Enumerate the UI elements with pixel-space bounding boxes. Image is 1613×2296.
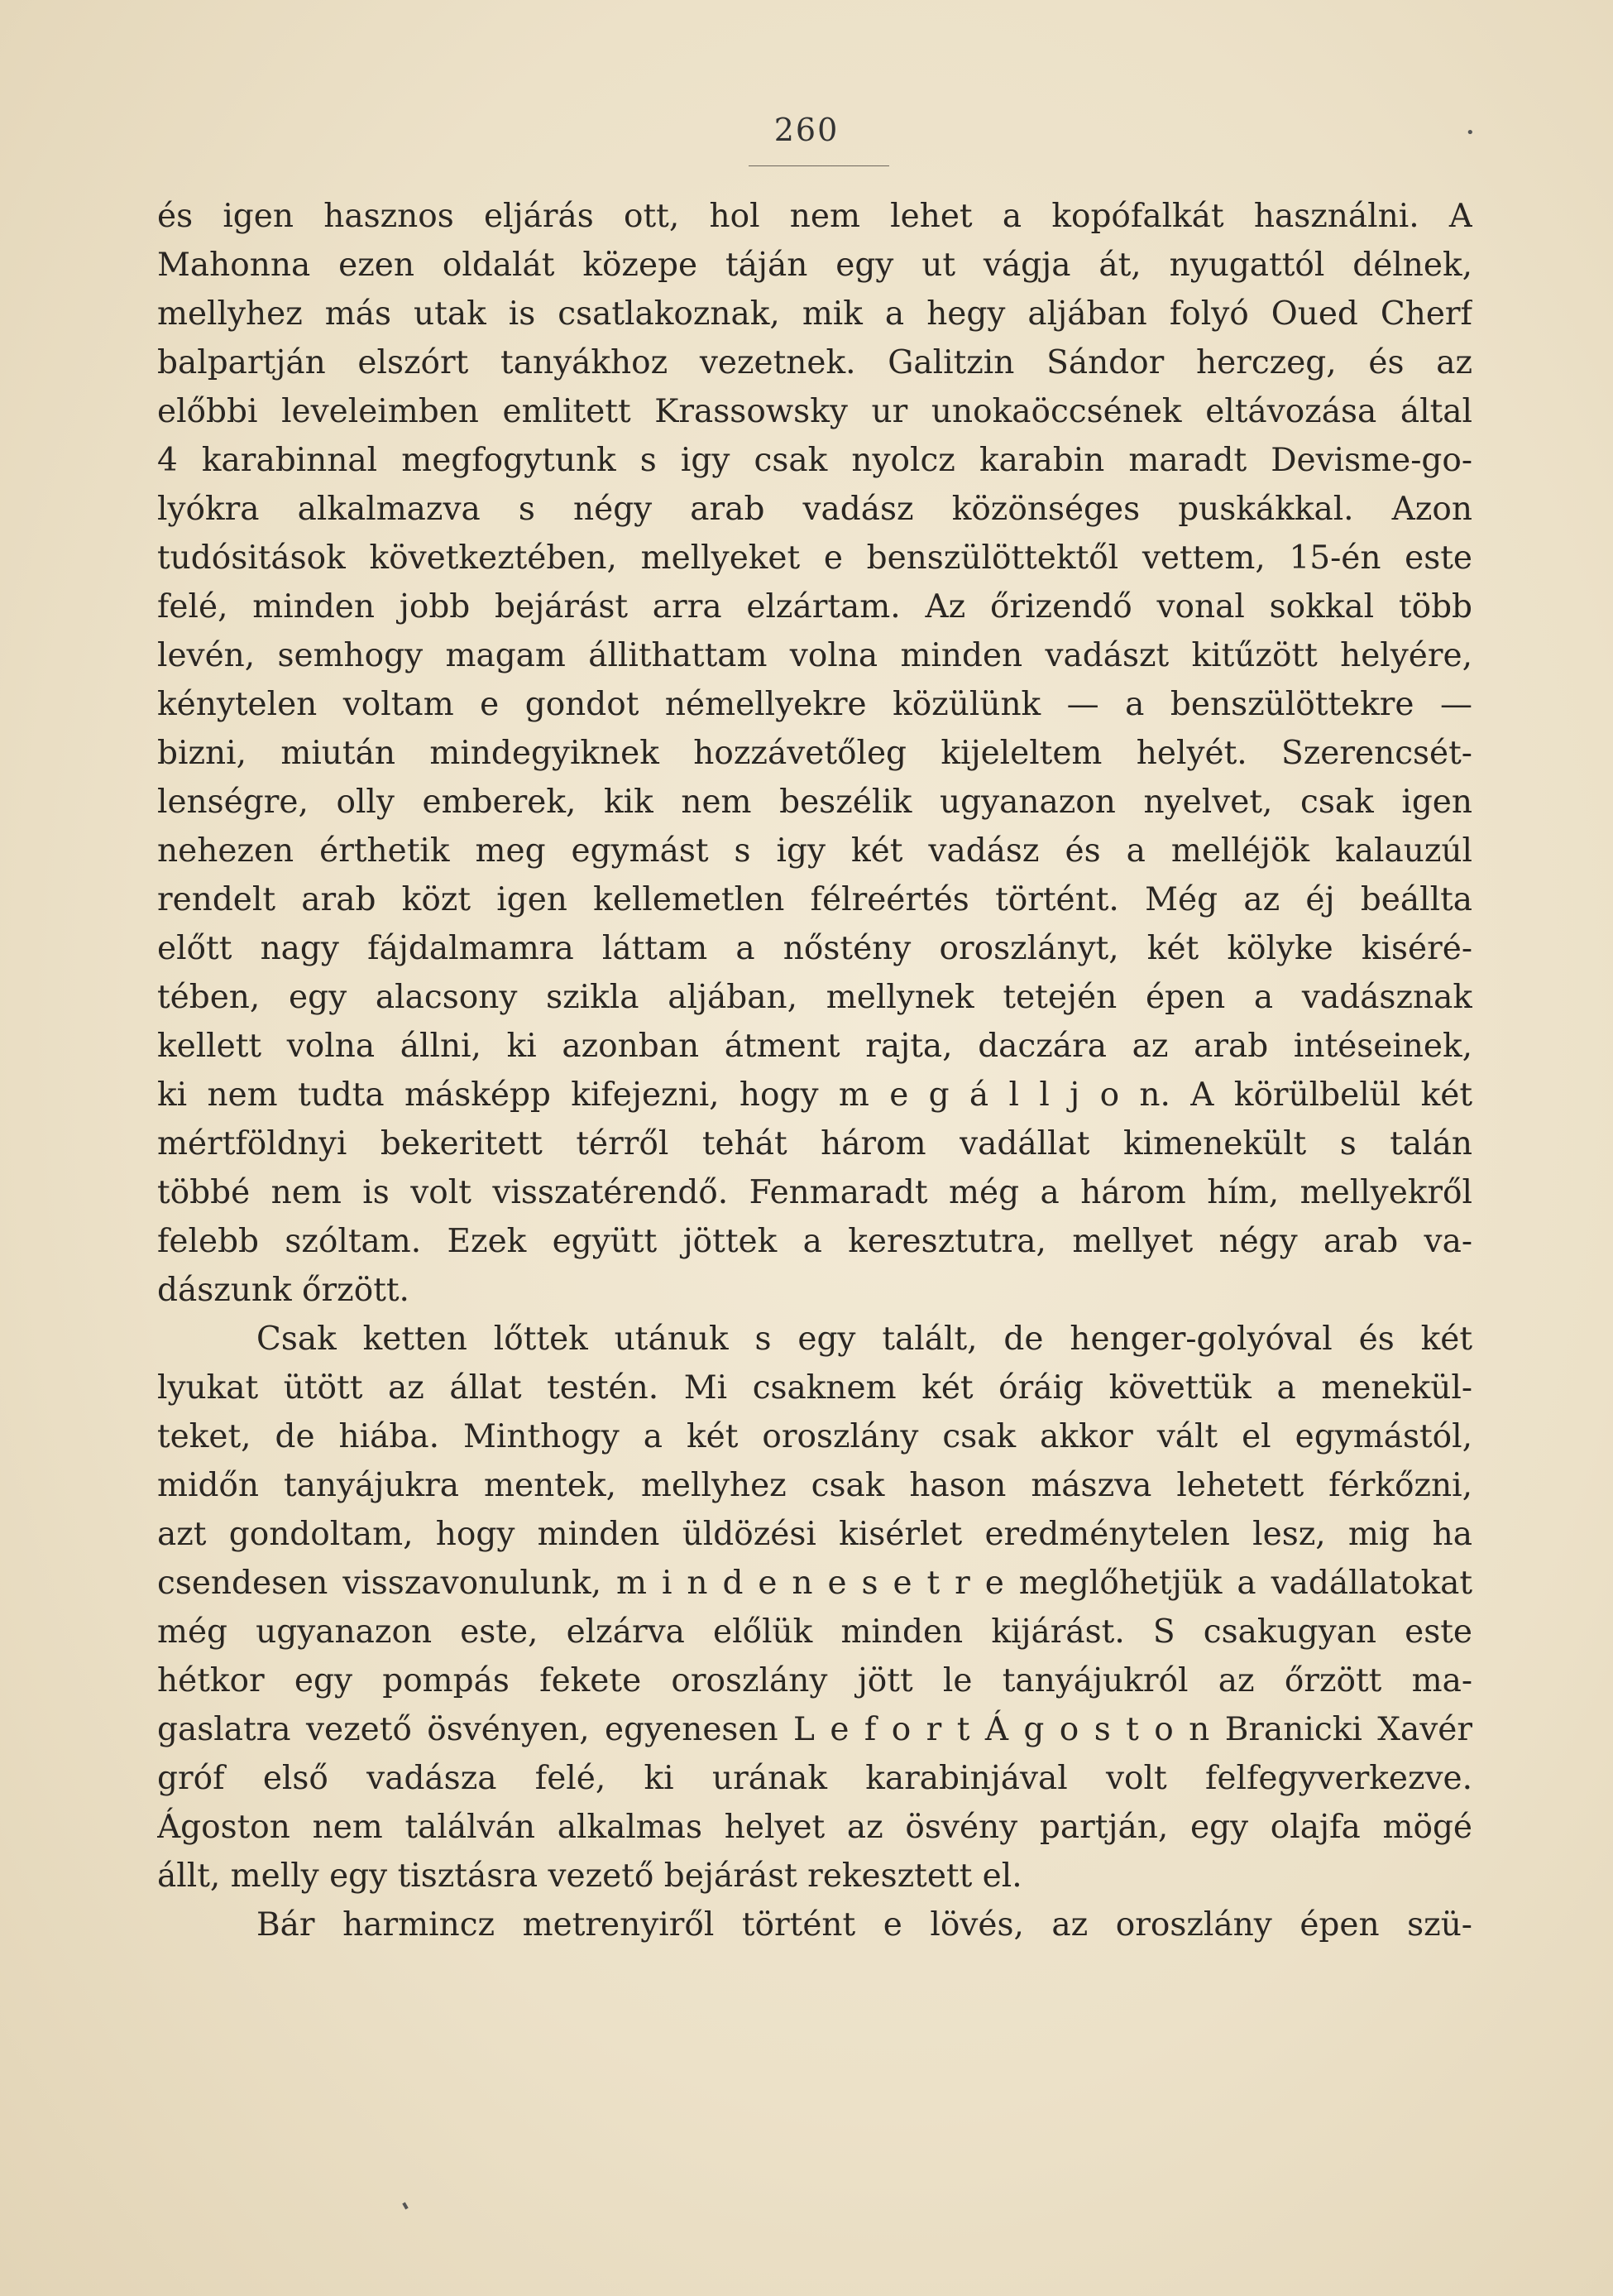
text-line: lyukat ütött az állat testén. Mi csaknem két óráig követtük a menekül- — [157, 1369, 1472, 1407]
text-line: dászunk őrzött. — [157, 1272, 409, 1309]
text-line: ki nem tudta másképp kifejezni, hogy m e g á l l j o n. A körülbelül két — [157, 1076, 1472, 1114]
text-line: Csak ketten lőttek utánuk s egy talált, de henger-golyóval és két — [256, 1321, 1472, 1358]
text-line: gróf első vadásza felé, ki urának karabinjával volt felfegyverkezve. — [157, 1760, 1472, 1797]
corner-mark: • — [1466, 124, 1475, 141]
text-line: előbbi leveleimben emlitett Krassowsky ur unokaöccsének eltávozása által — [157, 393, 1472, 430]
text-line: felé, minden jobb bejárást arra elzártam. Az őrizendő vonal sokkal több — [157, 588, 1472, 626]
text-line: állt, melly egy tisztásra vezető bejárást rekesztett el. — [157, 1857, 1022, 1895]
text-line: gaslatra vezető ösvényen, egyenesen L e f o r t Á g o s t o n Branicki Xavér — [157, 1711, 1472, 1748]
text-line: bizni, miután mindegyiknek hozzávetőleg kijeleltem helyét. Szerencsét- — [157, 735, 1472, 772]
text-line: még ugyanazon este, elzárva előlük minden kijárást. S csakugyan este — [157, 1613, 1472, 1651]
text-line: levén, semhogy magam állithattam volna minden vadászt kitűzött helyére, — [157, 637, 1472, 674]
text-line: és igen hasznos eljárás ott, hol nem lehet a kopófalkát használni. A — [157, 198, 1472, 235]
text-line: tében, egy alacsony szikla aljában, mellynek tetején épen a vadásznak — [157, 979, 1472, 1016]
text-line: mellyhez más utak is csatlakoznak, mik a hegy aljában folyó Oued Cherf — [157, 295, 1472, 333]
header-rule — [749, 165, 889, 166]
text-line: előtt nagy fájdalmamra láttam a nőstény oroszlányt, két kölyke kiséré- — [157, 930, 1472, 967]
text-line: 4 karabinnal megfogytunk s igy csak nyolcz karabin maradt Devisme-go- — [157, 442, 1472, 479]
text-line: hétkor egy pompás fekete oroszlány jött le tanyájukról az őrzött ma- — [157, 1662, 1472, 1699]
text-line: balpartján elszórt tanyákhoz vezetnek. Galitzin Sándor herczeg, és az — [157, 344, 1472, 381]
text-line: Ágoston nem találván alkalmas helyet az ösvény partján, egy olajfa mögé — [157, 1809, 1472, 1846]
ink-speck — [402, 2203, 408, 2210]
text-line: teket, de hiába. Minthogy a két oroszlány csak akkor vált el egymástól, — [157, 1418, 1472, 1455]
text-line: rendelt arab közt igen kellemetlen félreértés történt. Még az éj beállta — [157, 881, 1472, 918]
text-line: többé nem is volt visszatérendő. Fenmaradt még a három hím, mellyekről — [157, 1174, 1472, 1211]
text-line: Mahonna ezen oldalát közepe táján egy ut vágja át, nyugattól délnek, — [157, 247, 1472, 284]
text-line: kellett volna állni, ki azonban átment rajta, daczára az arab intéseinek, — [157, 1028, 1472, 1065]
text-line: azt gondoltam, hogy minden üldözési kisérlet eredménytelen lesz, mig ha — [157, 1516, 1472, 1553]
text-line: lyókra alkalmazva s négy arab vadász közönséges puskákkal. Azon — [157, 491, 1472, 528]
text-line: tudósitások következtében, mellyeket e benszülöttektől vettem, 15-én este — [157, 539, 1472, 577]
text-line: lenségre, olly emberek, kik nem beszélik ugyanazon nyelvet, csak igen — [157, 784, 1472, 821]
text-line: midőn tanyájukra mentek, mellyhez csak hason mászva lehetett férkőzni, — [157, 1467, 1472, 1504]
text-line: csendesen visszavonulunk, m i n d e n e s e t r e meglőhetjük a vadállatokat — [157, 1565, 1472, 1602]
text-line: nehezen érthetik meg egymást s igy két vadász és a melléjök kalauzúl — [157, 832, 1472, 870]
text-line: mértföldnyi bekeritett térről tehát három vadállat kimenekült s talán — [157, 1125, 1472, 1162]
text-line: felebb szóltam. Ezek együtt jöttek a keresztutra, mellyet négy arab va- — [157, 1223, 1472, 1260]
page-number: 260 — [773, 112, 840, 148]
text-line: Bár harmincz metrenyiről történt e lövés, az oroszlány épen szü- — [256, 1906, 1472, 1944]
text-line: kénytelen voltam e gondot némellyekre közülünk — a benszülöttekre — — [157, 686, 1472, 723]
body-text — [157, 192, 1472, 1949]
